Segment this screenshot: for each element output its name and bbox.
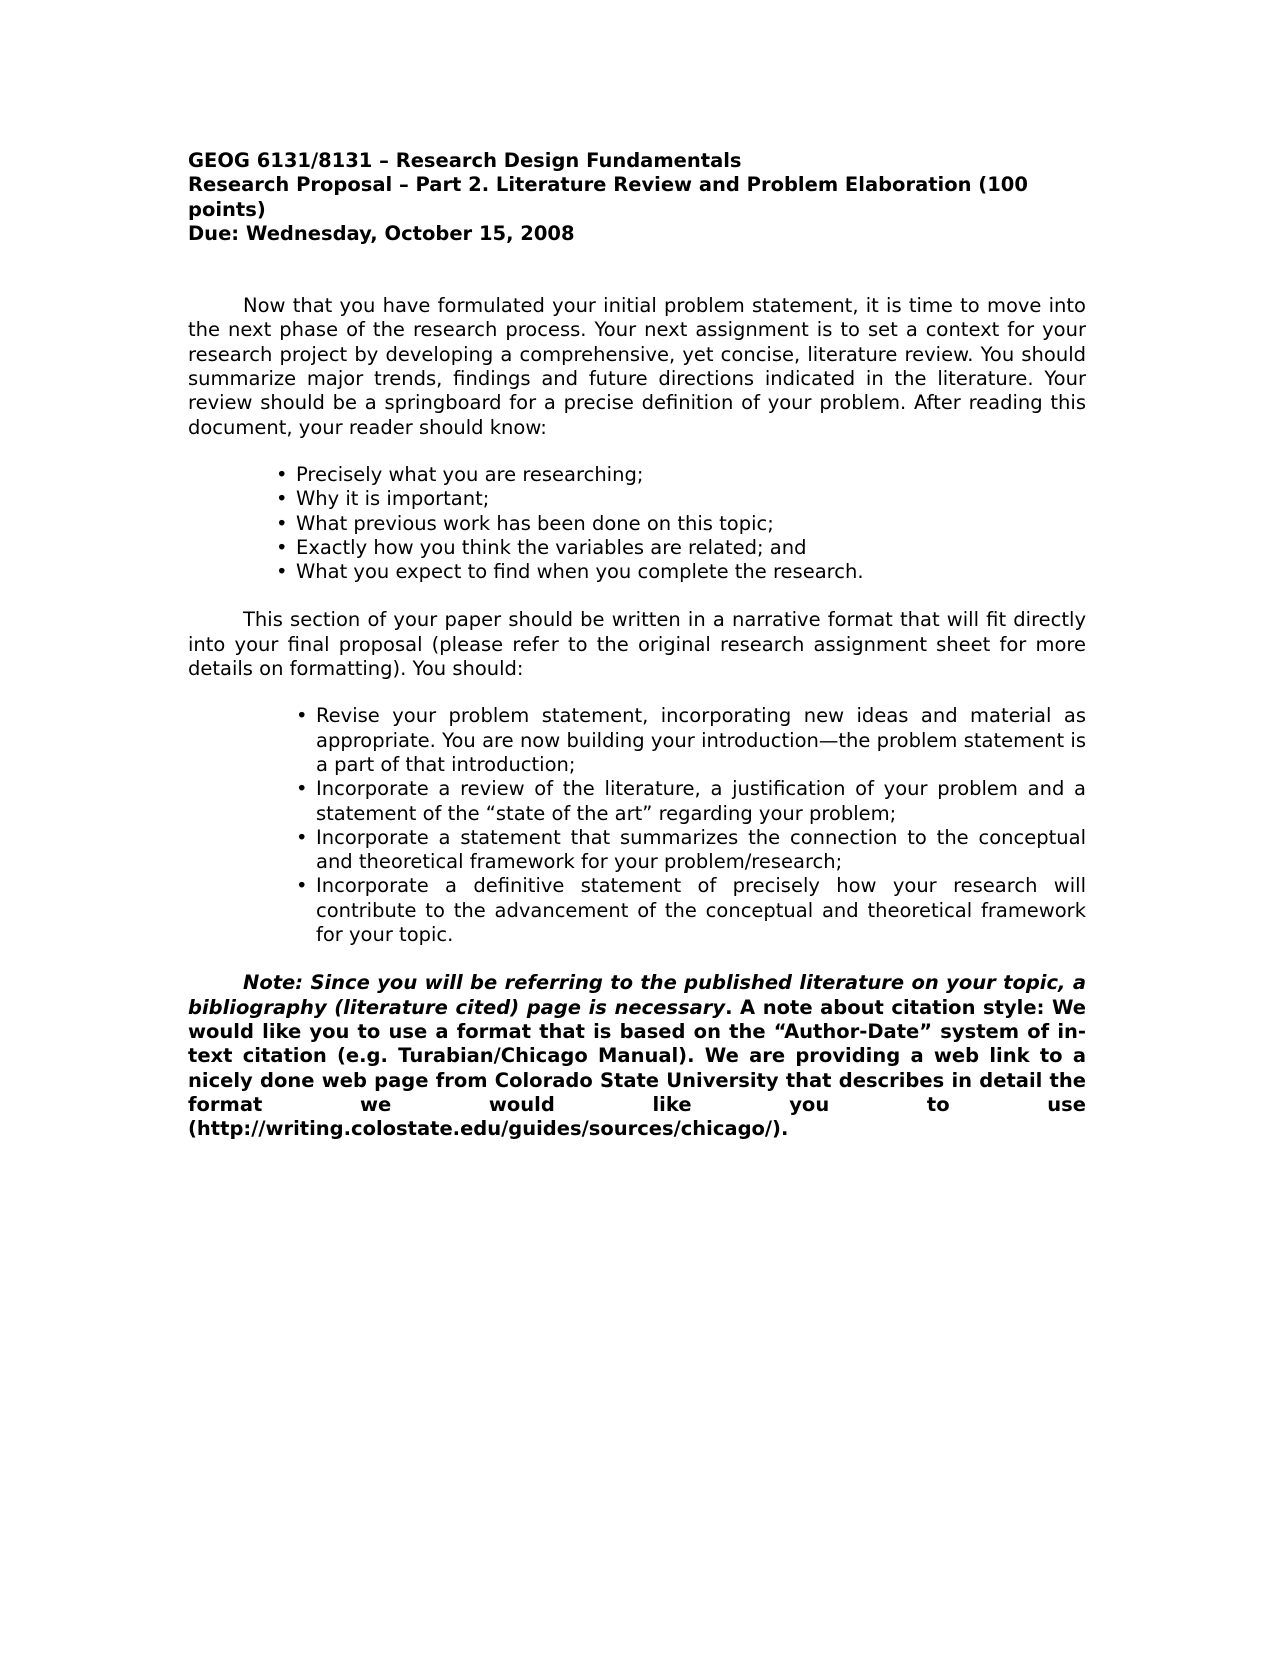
list-item-text: Why it is important; — [296, 487, 490, 511]
note-italic-text: Note: Since you will be referring to the published literature on your topic, a bibliography (literature cited) page is necessary — [188, 971, 1086, 1019]
intro-paragraph: Now that you have formulated your initial problem statement, it is time to move into the next phase of the research process. Your next assignment is to set a context for your research project by developing a comprehensive, yet concise, literature review. You should summarize major trends, findings and future directions indicated in the literature. Your review should be a springboard for a precise definition of your problem. After reading this document, your reader should know: — [188, 294, 1086, 439]
list-item — [276, 487, 1086, 511]
citation-note — [188, 971, 1086, 1141]
list-item — [276, 463, 1086, 487]
bullet-icon: • — [296, 777, 308, 801]
list-item — [276, 826, 1086, 875]
bullet-icon: • — [276, 462, 288, 486]
bullet-icon: • — [296, 874, 308, 898]
list-item — [276, 560, 1086, 584]
bullet-icon: • — [276, 560, 288, 584]
due-date: Due: Wednesday, October 15, 2008 — [188, 221, 575, 245]
bullet-icon: • — [296, 825, 308, 849]
list-item-text: Incorporate a review of the literature, a justification of your problem and a statement of the “state of the art” regarding your problem; — [316, 777, 1086, 825]
list-item-text: Precisely what you are researching; — [296, 462, 644, 486]
list-item-text: What previous work has been done on this topic; — [296, 511, 774, 535]
list-item — [276, 874, 1086, 947]
list-item-text: Revise your problem statement, incorporating new ideas and material as appropriate. You are now building your introduction—the problem statement is a part of that introduction; — [316, 704, 1086, 776]
list-item-text: Exactly how you think the variables are related; and — [296, 535, 807, 559]
you-should-list — [188, 704, 1086, 947]
bullet-icon: • — [276, 511, 288, 535]
reader-should-know-list — [188, 463, 1086, 584]
list-item — [276, 704, 1086, 777]
bullet-icon: • — [296, 704, 308, 728]
list-item — [276, 777, 1086, 826]
bullet-icon: • — [276, 487, 288, 511]
assignment-title: Research Proposal – Part 2. Literature Review and Problem Elaboration (100 points) — [188, 173, 1028, 221]
note-text: . A note about citation style: We would like you to use a format that is based on the “Author-Date” system of in-text citation (e.g. Turabian/Chicago Manual). We are providing a web link to a nicely done web page from Colorado State University that describes in detail the format we would like you to use (http://writing.colostate.edu/guides/sources/chicago/). — [188, 995, 1086, 1141]
list-item-text: Incorporate a statement that summarizes the connection to the conceptual and theoretical framework for your problem/research; — [316, 825, 1086, 874]
section-paragraph: This section of your paper should be written in a narrative format that will fit directly into your final proposal (please refer to the original research assignment sheet for more details on formatting). You should: — [188, 608, 1086, 681]
course-title: GEOG 6131/8131 – Research Design Fundamentals — [188, 149, 742, 172]
list-item-text: Incorporate a definitive statement of precisely how your research will contribute to the advancement of the conceptual and theoretical framework for your topic. — [316, 874, 1086, 947]
bullet-icon: • — [276, 535, 288, 559]
list-item-text: What you expect to find when you complete the research. — [296, 560, 864, 584]
document-page — [188, 149, 1086, 1141]
document-header — [188, 149, 1086, 246]
list-item — [276, 536, 1086, 560]
list-item — [276, 512, 1086, 536]
